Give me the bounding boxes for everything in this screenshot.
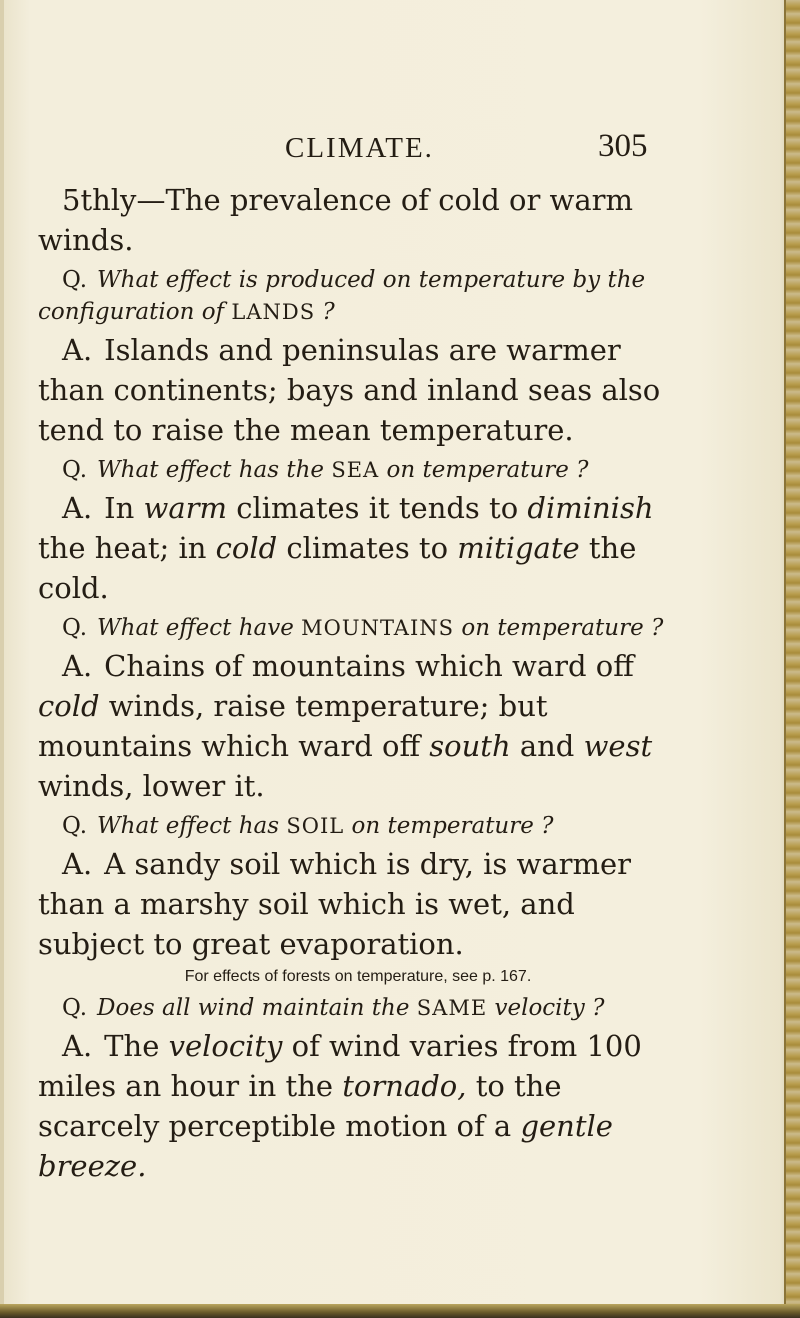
answer-text: to the scarcely perceptible motion of a xyxy=(38,1069,562,1143)
answer-label: A. xyxy=(62,847,93,881)
answer-text: climates it tends to xyxy=(236,491,519,525)
intro-paragraph: 5thly—The prevalence of cold or warm winds. xyxy=(38,183,634,257)
question-text: What effect have xyxy=(97,615,294,641)
question-end: on temperature ? xyxy=(461,615,664,641)
question-label: Q. xyxy=(62,995,88,1021)
page-left-edge xyxy=(0,0,4,1318)
question-end: ? xyxy=(322,299,335,325)
page-header xyxy=(0,128,790,168)
emphasis: tornado, xyxy=(342,1069,467,1103)
answer-text: Islands and peninsulas are warmer than continents; bays and inland seas also tend to raise the mean temperature. xyxy=(38,333,661,447)
question-keyword: LANDS xyxy=(231,300,316,324)
answer-text: the cold. xyxy=(38,531,637,605)
answer-text: Chains of mountains which ward off xyxy=(104,649,634,683)
emphasis: mitigate xyxy=(457,531,580,565)
answer-text: the heat; in xyxy=(38,531,207,565)
question-1 xyxy=(38,264,678,328)
answer-text: and xyxy=(519,729,575,763)
answer-label: A. xyxy=(62,491,93,525)
question-text: Does all wind maintain the xyxy=(97,995,410,1021)
answer-text: winds, lower it. xyxy=(38,769,265,803)
question-label: Q. xyxy=(62,457,88,483)
answer-5 xyxy=(38,1026,678,1186)
answer-label: A. xyxy=(62,333,93,367)
question-keyword: SEA xyxy=(331,458,380,482)
emphasis: west xyxy=(583,729,653,763)
answer-1 xyxy=(38,330,678,450)
answer-label: A. xyxy=(62,1029,93,1063)
emphasis: south xyxy=(429,729,511,763)
answer-2 xyxy=(38,488,678,608)
question-4 xyxy=(38,810,678,842)
page-body xyxy=(38,180,678,1186)
question-text: What effect has xyxy=(97,813,280,839)
answer-4 xyxy=(38,844,678,964)
answer-text: climates to xyxy=(286,531,449,565)
question-3 xyxy=(38,612,678,644)
question-label: Q. xyxy=(62,615,88,641)
question-end: on temperature ? xyxy=(386,457,589,483)
question-text: What effect has the xyxy=(97,457,325,483)
question-2 xyxy=(38,454,678,486)
question-text: What effect is produced on temperature by the configuration of xyxy=(38,267,646,325)
page-number: 305 xyxy=(598,128,648,164)
emphasis: warm xyxy=(143,491,228,525)
question-keyword: MOUNTAINS xyxy=(301,616,455,640)
page-bottom-edge xyxy=(0,1304,800,1318)
answer-text: winds, raise temperature; but mountains which ward off xyxy=(38,689,548,763)
answer-label: A. xyxy=(62,649,93,683)
footnote-forests: For effects of forests on temperature, see p. 167. xyxy=(184,968,532,985)
question-label: Q. xyxy=(62,813,88,839)
emphasis: diminish xyxy=(527,491,654,525)
emphasis: cold xyxy=(38,689,100,723)
answer-text: of wind varies from 100 miles an hour in the xyxy=(38,1029,642,1103)
running-title: CLIMATE. xyxy=(285,132,434,164)
question-label: Q. xyxy=(62,267,88,293)
answer-text: In xyxy=(104,491,135,525)
question-5 xyxy=(38,992,678,1024)
answer-text: A sandy soil which is dry, is warmer than a marshy soil which is wet, and subject to great evaporation. xyxy=(38,847,632,961)
question-end: velocity ? xyxy=(494,995,605,1021)
answer-3 xyxy=(38,646,678,806)
emphasis: cold xyxy=(215,531,278,565)
question-keyword: SOIL xyxy=(286,814,345,838)
question-end: on temperature ? xyxy=(351,813,554,839)
book-spine-edge xyxy=(784,0,800,1318)
answer-text: The xyxy=(104,1029,160,1063)
question-keyword: SAME xyxy=(416,996,488,1020)
emphasis: gentle breeze. xyxy=(38,1109,613,1183)
emphasis: velocity xyxy=(168,1029,283,1063)
